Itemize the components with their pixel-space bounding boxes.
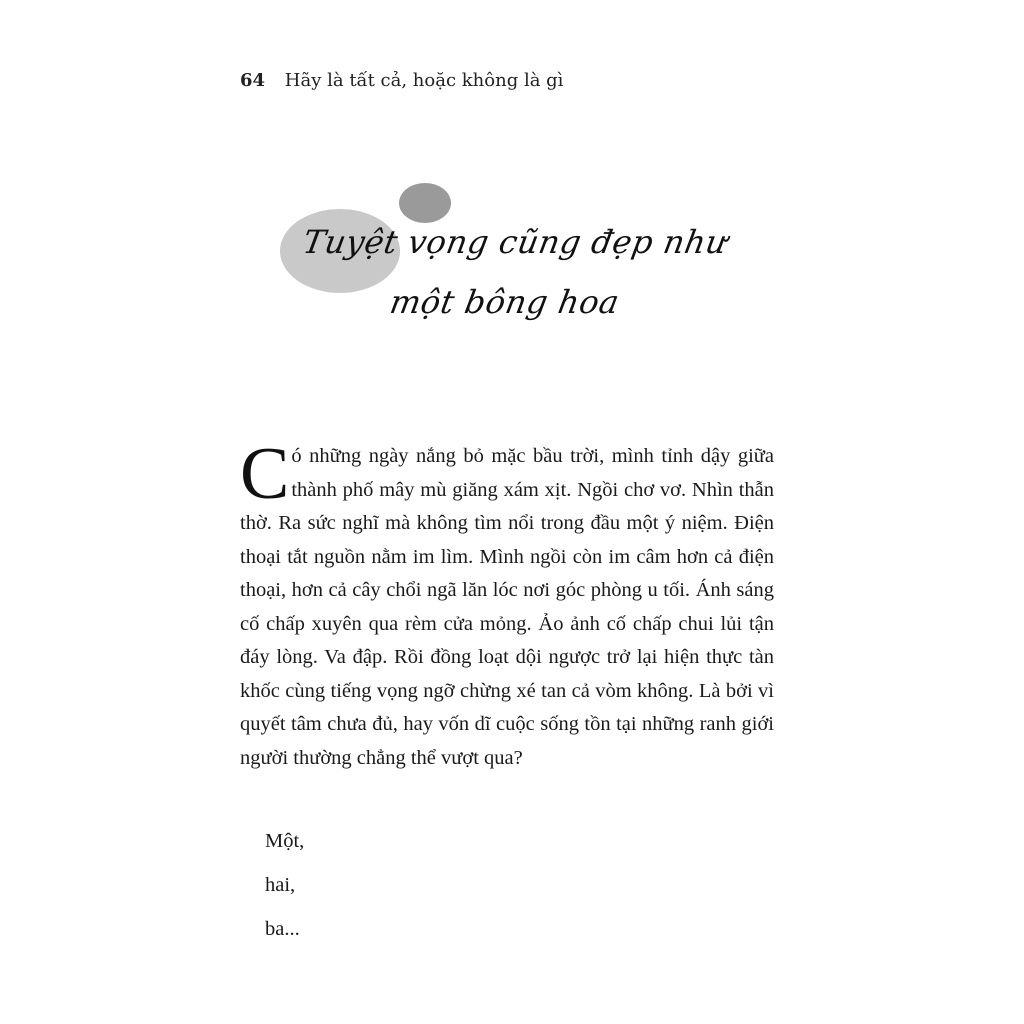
page-number: 64 <box>240 70 266 91</box>
chapter-title-line-2: một bông hoa <box>387 283 623 321</box>
paragraph-text: ó những ngày nắng bỏ mặc bầu trời, mình tỉnh dậy giữa thành phố mây mù giăng xám xịt. Ngồi chơ vơ. Nhìn thẫn thờ. Ra sức nghĩ mà không tìm nổi trong đầu một ý niệm. Điện thoại tắt nguồn nằm im lìm. Mình ngồi còn im câm hơn cả điện thoại, hơn cả cây chổi ngã lăn lóc nơi góc phòng u tối. Ánh sáng cố chấp xuyên qua rèm cửa mỏng. Ảo ảnh cố chấp chui lủi tận đáy lòng. Va đập. Rồi đồng loạt dội ngược trở lại hiện thực tàn khốc cùng tiếng vọng ngỡ chừng xé tan cả vòm không. Là bởi vì quyết tâm chưa đủ, hay vốn dĩ cuộc sống tồn tại những ranh giới người thường chẳng thể vượt qua? <box>240 445 774 769</box>
body-paragraph <box>240 433 774 775</box>
drop-cap: C <box>240 433 290 515</box>
count-line-2: hai, <box>265 874 296 896</box>
count-line-3: ba... <box>265 918 300 940</box>
count-line-1: Một, <box>265 830 305 852</box>
chapter-title-line-1: Tuyệt vọng cũng đẹp như <box>300 223 731 261</box>
book-title: Hãy là tất cả, hoặc không là gì <box>284 70 564 91</box>
chapter-title <box>249 212 770 332</box>
running-header <box>240 70 563 91</box>
